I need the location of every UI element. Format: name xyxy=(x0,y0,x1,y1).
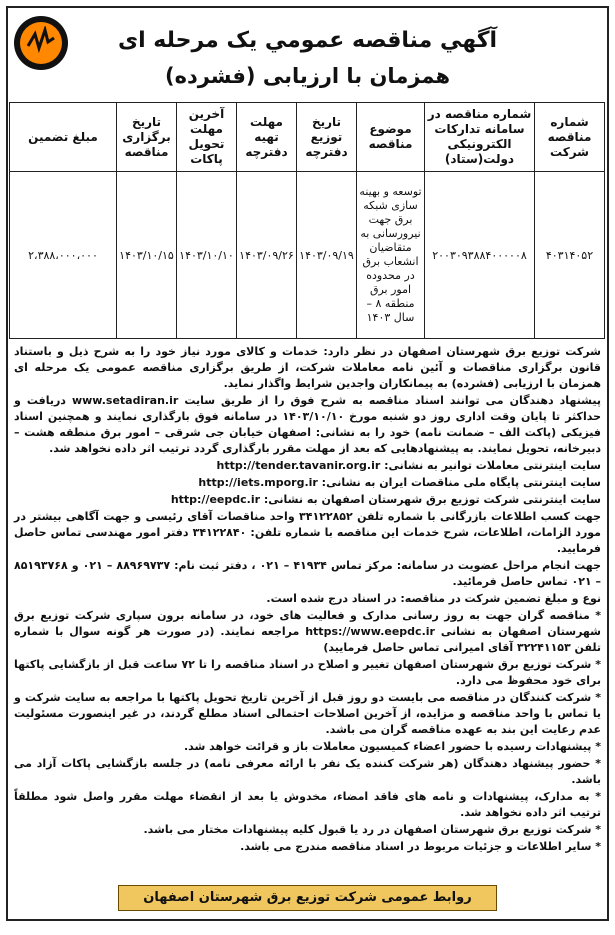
col-header-company-tender-no: شماره مناقصه شرکت xyxy=(535,103,605,172)
paragraph-invalid-docs: * به مدارک، پیشنهادات و نامه های فاقد امضاء، مخدوش یا بعد از انقضاء مهلت مقرر واصل شود مطلقاً ترتیب اثر داده نخواهد شد. xyxy=(14,790,601,819)
cell-distribution-date: ۱۴۰۳/۰۹/۱۹ xyxy=(297,172,357,339)
website-eepdc xyxy=(14,492,601,508)
website-tavanir xyxy=(14,458,601,474)
electricity-company-logo-icon xyxy=(14,16,68,70)
col-header-distribution-date: تاریخ توزیع دفترچه xyxy=(297,103,357,172)
paragraph-attendance: * حضور پیشنهاد دهندگان (هر شرکت کننده یک نفر با ارائه معرفی نامه) در جلسه بازگشایی پاکات آزاد می باشد. xyxy=(14,757,601,786)
col-header-tender-date: تاریخ برگزاری مناقصه xyxy=(117,103,177,172)
public-relations-footer: روابط عمومی شرکت توزیع برق شهرستان اصفهان xyxy=(118,885,497,911)
tender-notice xyxy=(6,6,609,921)
website-eepdc-link[interactable]: http://eepdc.ir xyxy=(170,493,261,506)
paragraph-contact-info: جهت کسب اطلاعات بازرگانی با شماره تلفن ۳۴۱۲۲۸۵۲ واحد مناقصات آقای رئیسی و جهت آگاهی بیشتر در مورد الزامات، اطلاعات، شرح خدمات این مناقصه با شماره تلفن: ۳۴۱۲۲۸۴۰ دفتر امور مهندسی تماس حاصل فرمایید. xyxy=(14,510,601,555)
cell-setad-tender-no: ۲۰۰۳۰۹۳۸۸۴۰۰۰۰۰۸ xyxy=(425,172,535,339)
col-header-submission-deadline: آخرین مهلت تحویل پاکات xyxy=(177,103,237,172)
lightning-bolt-icon xyxy=(26,26,56,58)
paragraph-intro: شرکت توزیع برق شهرستان اصفهان در نظر دارد: خدمات و کالای مورد نیاز خود را به شرح ذیل و باستناد قانون برگزاری مناقصات و آئین نامه معاملات شرکت، از طریق برگزاری مناقصه عمومی یک مرحله ای همزمان با ارزیابی (فشرده) به پیمانکاران واجدین شرایط واگذار نماید. xyxy=(14,345,601,390)
table-row xyxy=(10,172,605,339)
cell-booklet-deadline: ۱۴۰۳/۰۹/۲۶ xyxy=(237,172,297,339)
notice-header xyxy=(8,8,607,102)
paragraph-opening: * پیشنهادات رسیده با حضور اعضاء کمیسیون معاملات باز و قرائت خواهد شد. xyxy=(183,740,601,753)
cell-guarantee-amount: ۲،۳۸۸،۰۰۰،۰۰۰ xyxy=(10,172,117,339)
website-iets-label: سایت اینترنتی پایگاه ملی مناقصات ایران به نشانی: xyxy=(321,476,601,489)
paragraph-guarantee: نوع و مبلغ تضمین شرکت در مناقصه: در اسناد درج شده است. xyxy=(266,592,601,605)
cell-company-tender-no: ۴۰۳۱۴۰۵۲ xyxy=(535,172,605,339)
website-iets xyxy=(14,475,601,491)
paragraph-update-docs: * مناقصه گران جهت به روز رسانی مدارک و فعالیت های خود، در سامانه برون سپاری شرکت توزیع برق شهرستان اصفهان به نشانی https://www.eepdc.ir مراجعه نمایند. (در صورت هر گونه سوال با شماره تلفن ۳۲۲۴۱۱۵۳ آقای امیرانی تماس حاصل فرمایید) xyxy=(14,609,601,654)
tender-table xyxy=(9,102,605,339)
paragraph-submission: پیشنهاد دهندگان می توانند اسناد مناقصه به شرح فوق را از طریق سایت www.setadiran.ir دریافت و حداکثر تا پایان وقت اداری روز دو شنبه مورخ ۱۴۰۳/۱۰/۱۰ در سامانه فوق بارگذاری نمایند و همچنین اسناد فیزیکی (پاکت الف – ضمانت نامه) خود را به نشانی: اصفهان خیابان جی شرقی – امور برق منطقه هشت – دبیرخانه، تحویل نمایند. به پیشنهادهایی که بعد از مهلت مقرر بارگذاری گردد ترتیب اثر داده نخواهد شد. xyxy=(14,394,601,455)
website-tavanir-link[interactable]: http://tender.tavanir.org.ir xyxy=(216,459,381,472)
notice-body xyxy=(8,339,607,855)
col-header-booklet-deadline: مهلت تهیه دفترچه xyxy=(237,103,297,172)
notice-title-line1: آگهي مناقصه عمومي يک مرحله ای xyxy=(117,28,498,53)
col-header-guarantee-amount: مبلغ تضمین xyxy=(10,103,117,172)
paragraph-check-changes: * شرکت کنندگان در مناقصه می بایست دو روز قبل از آخرین تاریخ تحویل پاکتها با مراجعه به سایت شرکت و یا تماس با واحد مناقصه و مزایده، از آخرین اصلاحات احتمالی اسناد مطلع گردند، در غیر اینصورت مسئولیت عدم رعایت این بند به عهده مناقصه گران می باشد. xyxy=(14,691,601,736)
paragraph-amendment: * شرکت توزیع برق شهرستان اصفهان تغییر و اصلاح در اسناد مناقصه را تا ۷۲ ساعت قبل از بازگشایی پاکتها برای خود محفوظ می دارد. xyxy=(14,658,601,687)
website-iets-link[interactable]: http://iets.mporg.ir xyxy=(198,476,318,489)
website-eepdc-label: سایت اینترنتی شرکت توزیع برق شهرستان اصفهان به نشانی: xyxy=(263,493,601,506)
col-header-setad-tender-no: شماره مناقصه در سامانه تدارکات الکترونیکی دولت(ستاد) xyxy=(425,103,535,172)
paragraph-other-info: * سایر اطلاعات و جزئیات مربوط در اسناد مناقصه مندرج می باشد. xyxy=(240,840,601,853)
paragraph-membership: جهت انجام مراحل عضویت در سامانه: مرکز تماس ۴۱۹۳۴ – ۰۲۱ ، دفتر ثبت نام: ۸۸۹۶۹۷۳۷ – ۰۲۱ و ۸۵۱۹۳۷۶۸ – ۰۲۱ تماس حاصل فرمائید. xyxy=(14,559,601,588)
paragraph-rights: * شرکت توزیع برق شهرستان اصفهان در رد یا قبول کلیه پیشنهادات مختار می باشد. xyxy=(143,823,601,836)
website-tavanir-label: سایت اینترنتی معاملات توانیر به نشانی: xyxy=(384,459,601,472)
cell-submission-deadline: ۱۴۰۳/۱۰/۱۰ xyxy=(177,172,237,339)
cell-subject: توسعه و بهینه سازی شبکه برق جهت نیرورسانی به متقاضیان انشعاب برق در محدوده امور برق منطقه ۸ – سال ۱۴۰۳ xyxy=(357,172,425,339)
cell-tender-date: ۱۴۰۳/۱۰/۱۵ xyxy=(117,172,177,339)
notice-title-line2: همزمان با ارزیابی (فشرده) xyxy=(164,64,451,88)
col-header-subject: موضوع مناقصه xyxy=(357,103,425,172)
table-header-row xyxy=(10,103,605,172)
